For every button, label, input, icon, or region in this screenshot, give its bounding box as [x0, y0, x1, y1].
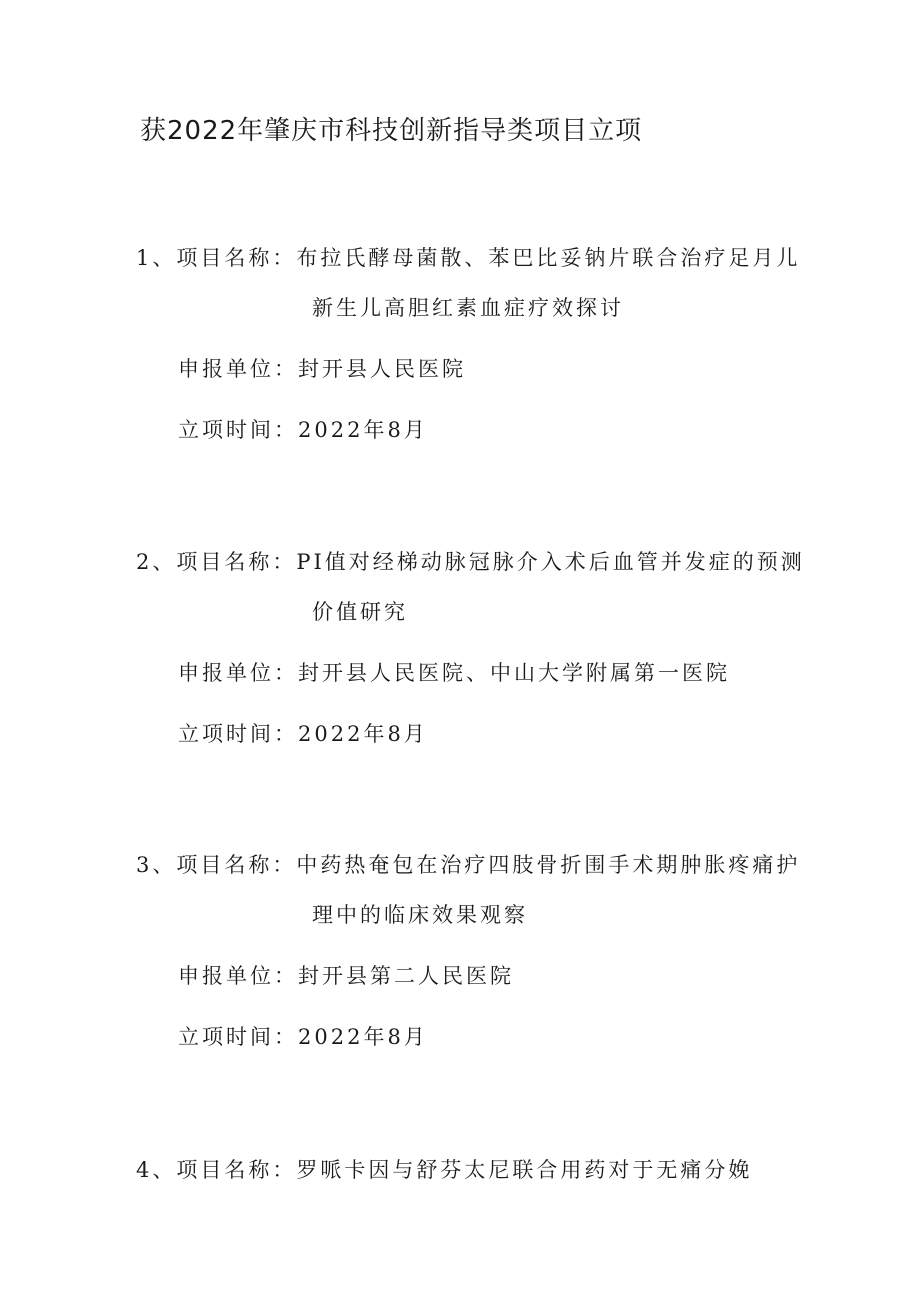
time-label: 立项时间： — [178, 418, 298, 442]
item-3-name-line — [136, 849, 800, 879]
time-label: 立项时间： — [178, 1025, 298, 1049]
project-name-line-1: 罗哌卡因与舒芬太尼联合用药对于无痛分娩 — [296, 1158, 753, 1182]
item-1-name-line — [136, 242, 800, 272]
item-1-unit-line — [178, 353, 466, 383]
page-title: 获2022年肇庆市科技创新指导类项目立项 — [140, 116, 643, 146]
item-3-time-line — [178, 1021, 428, 1051]
project-name-line-1: 布拉氏酵母菌散、苯巴比妥钠片联合治疗足月儿 — [296, 246, 801, 270]
project-name-line-2: 新生儿高胆红素血症疗效探讨 — [312, 296, 624, 320]
item-2-unit-line — [178, 657, 730, 687]
name-label: 项目名称： — [176, 246, 297, 270]
unit-value: 封开县人民医院、中山大学附属第一医院 — [298, 661, 730, 685]
item-4-name-line — [136, 1154, 752, 1184]
unit-value: 封开县人民医院 — [298, 357, 466, 381]
project-name-line-2: 理中的临床效果观察 — [312, 903, 528, 927]
item-number: 3、 — [136, 853, 177, 877]
time-label: 立项时间： — [178, 722, 298, 746]
name-label: 项目名称： — [176, 1158, 297, 1182]
name-label: 项目名称： — [176, 550, 297, 574]
item-3-unit-line — [178, 960, 514, 990]
unit-label: 申报单位： — [178, 357, 298, 381]
item-number: 4、 — [136, 1158, 177, 1182]
project-name-line-2: 价值研究 — [312, 600, 408, 624]
item-2-time-line — [178, 718, 428, 748]
unit-label: 申报单位： — [178, 661, 298, 685]
time-value: 2022年8月 — [298, 418, 428, 442]
item-1-time-line — [178, 414, 428, 444]
unit-label: 申报单位： — [178, 964, 298, 988]
item-2-name-line — [136, 546, 805, 576]
name-label: 项目名称： — [176, 853, 297, 877]
unit-value: 封开县第二人民医院 — [298, 964, 514, 988]
item-number: 1、 — [136, 246, 177, 270]
project-name-line-1: PI值对经梯动脉冠脉介入术后血管并发症的预测 — [296, 550, 805, 574]
item-number: 2、 — [136, 550, 177, 574]
project-name-line-1: 中药热奄包在治疗四肢骨折围手术期肿胀疼痛护 — [296, 853, 801, 877]
time-value: 2022年8月 — [298, 722, 428, 746]
time-value: 2022年8月 — [298, 1025, 428, 1049]
